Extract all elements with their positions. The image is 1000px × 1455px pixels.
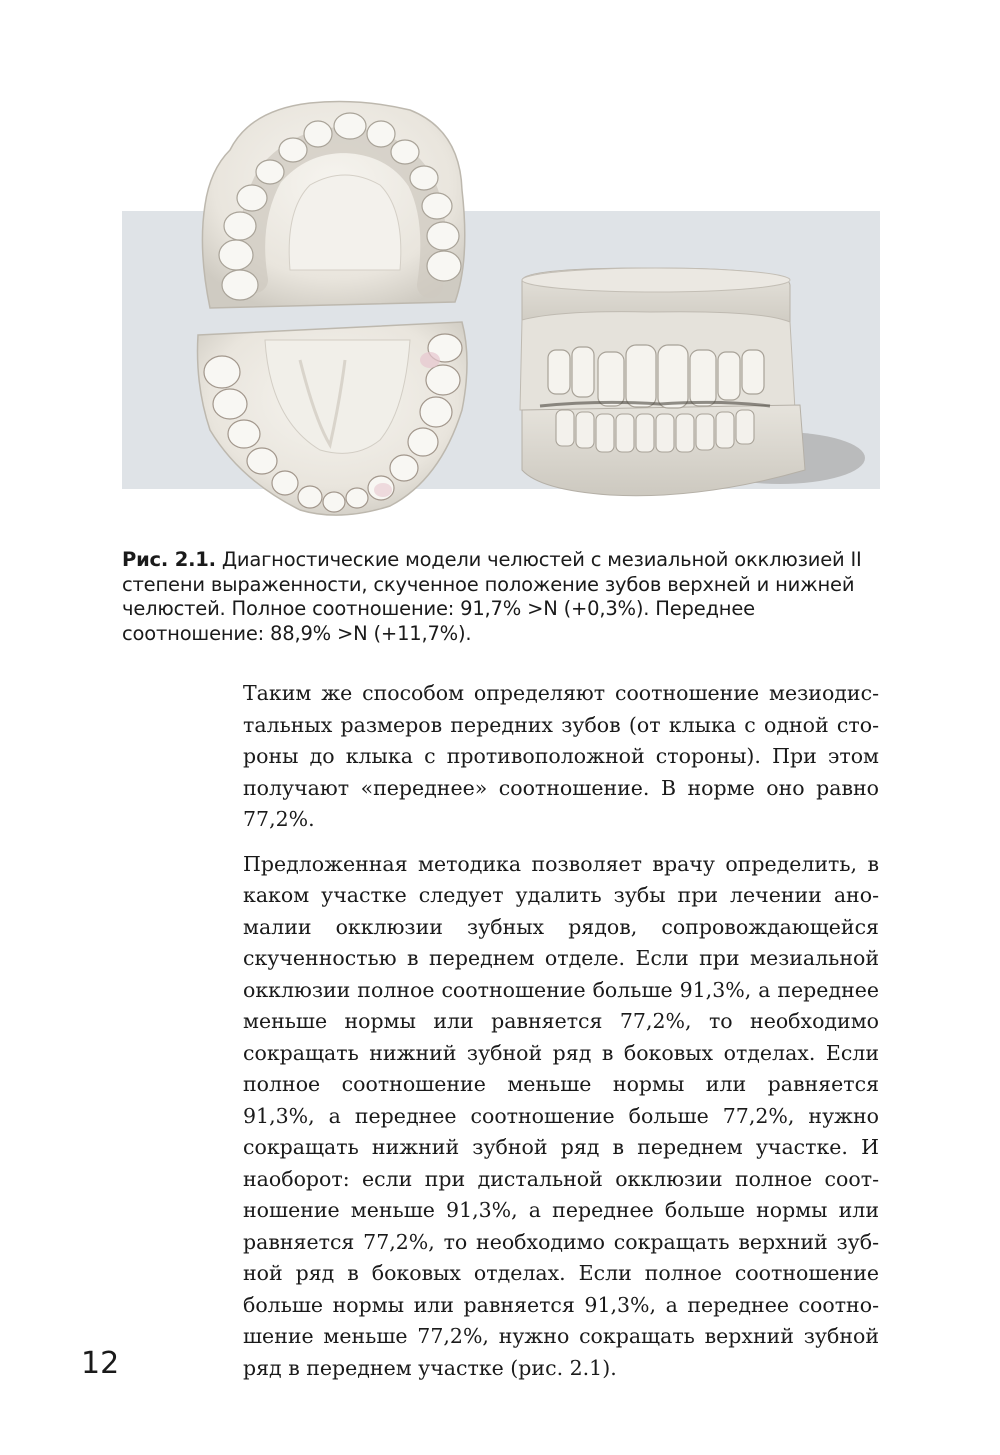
- upper-jaw-model: [202, 102, 464, 308]
- paragraph: Предложенная методика позволяет врачу определить, в каком участке следует удалить зубы при лечении аномалии окклюзии зубных рядов, сопровождающейся скученностью в переднем отделе. Если при мезиальной окклюзии полное соотношение больше 91,3%, а переднее меньше нормы или равняется 77,2%, то необходимо сокращать нижний зубной ряд в боковых отделах. Если полное соотношение меньше нормы или равняется 91,3%, а переднее соотношение больше 77,2%, нужно сокращать нижний зубной ряд в переднем участке. И наоборот: если при дистальной окклюзии полное соотношение меньше 91,3%, а переднее больше нормы или равняется 77,2%, то необходимо сокращать верхний зубной ряд в боковых отделах. Если полное соотношение больше нормы или равняется 91,3%, а переднее соотношение меньше 77,2%, нужно сокращать верхний зубной ряд в переднем участке (рис. 2.1).: [243, 851, 879, 1380]
- caption-text: Диагностические модели челюстей с мезиальной окклюзией II степени выраженности, скученное положение зубов верхней и нижней челюстей. Полное соотношение: 91,7% >N (+0,3%). Переднее соотношение: 88,9% >N (+11,7%).: [122, 548, 862, 645]
- dental-models-figure: [0, 0, 1000, 560]
- figure-caption: [122, 548, 882, 646]
- caption-label: Рис. 2.1.: [122, 548, 216, 571]
- page-number: 12: [81, 1346, 120, 1381]
- paragraph: Таким же способом определяют соотношение мезиодистальных размеров передних зубов (от клыка с одной стороны до клыка с противоположной стороны). При этом получают «переднее» соотношение. В норме оно равно 77,2%.: [243, 681, 879, 831]
- body-text: [243, 678, 879, 1397]
- articulated-models-front-view: [520, 268, 865, 496]
- lower-jaw-model: [198, 322, 468, 515]
